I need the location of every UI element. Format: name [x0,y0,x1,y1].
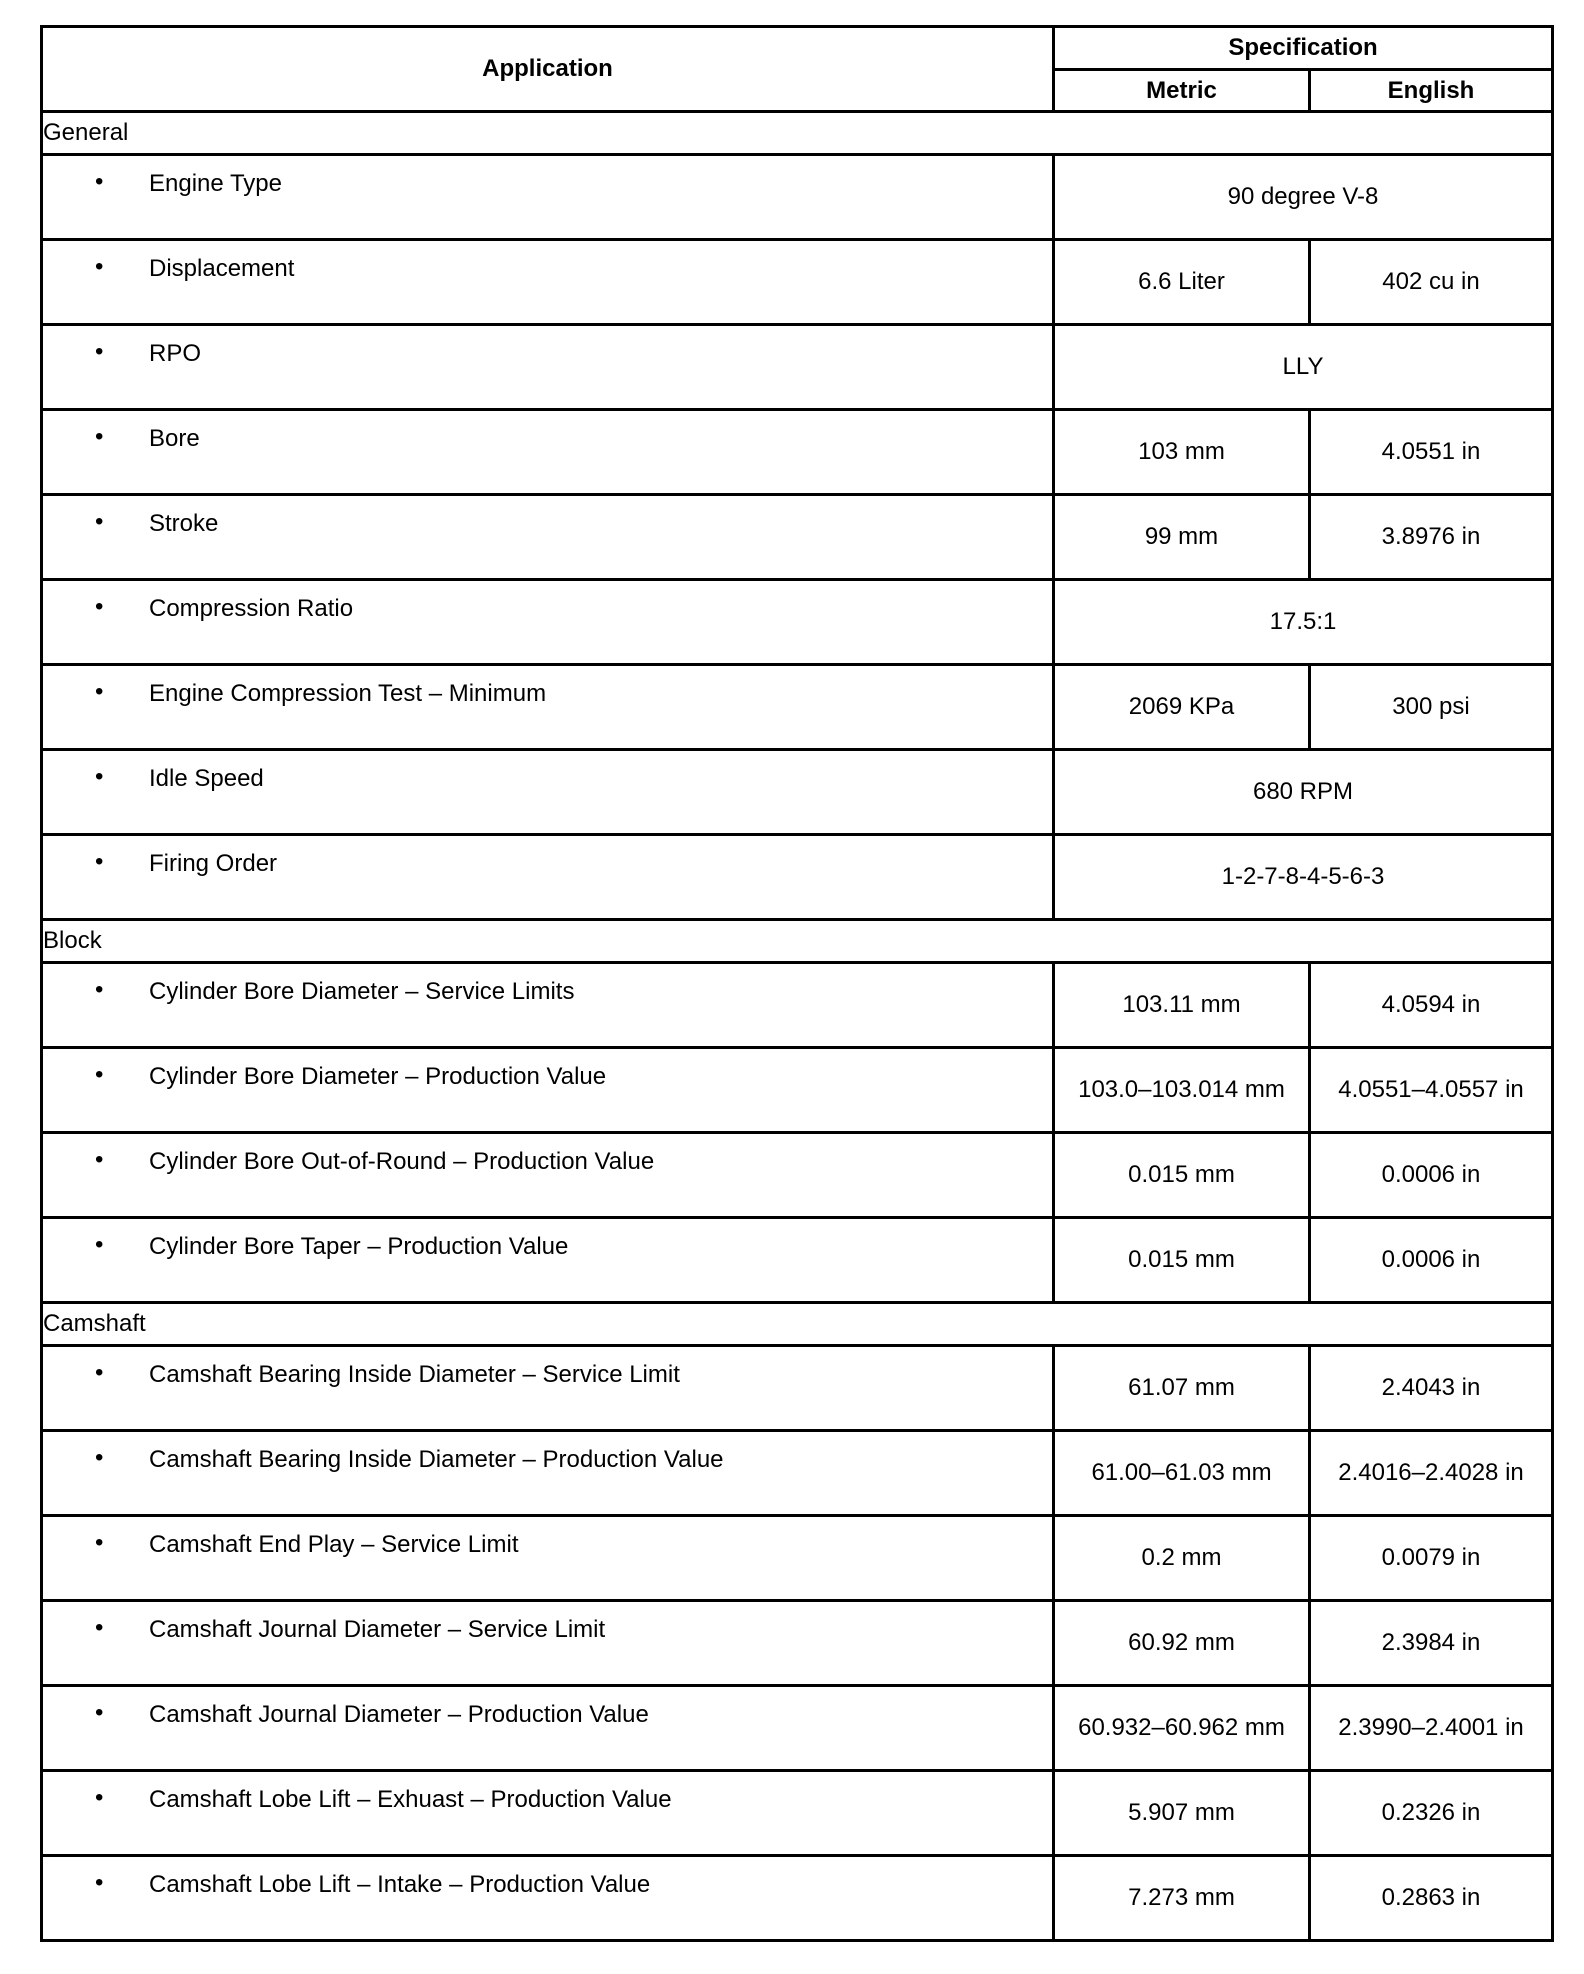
application-label: Camshaft Journal Diameter – Production Value [149,1701,649,1728]
english-value: 2.3990–2.4001 in [1310,1686,1553,1771]
english-value: 2.4043 in [1310,1346,1553,1431]
application-cell [42,1048,1054,1133]
application-cell [42,835,1054,920]
spec-row [42,1218,1553,1303]
application-label: Camshaft Lobe Lift – Exhuast – Production Value [149,1786,672,1813]
bullet-icon: • [95,848,104,875]
application-cell [42,325,1054,410]
spec-row [42,495,1553,580]
metric-value: 61.00–61.03 mm [1054,1431,1310,1516]
application-label: Camshaft End Play – Service Limit [149,1531,519,1558]
header-metric: Metric [1054,70,1310,112]
metric-value: 2069 KPa [1054,665,1310,750]
metric-value: 6.6 Liter [1054,240,1310,325]
header-english: English [1310,70,1553,112]
combined-value: 680 RPM [1054,750,1553,835]
application-cell [42,1516,1054,1601]
english-value: 4.0551–4.0557 in [1310,1048,1553,1133]
spec-row [42,963,1553,1048]
english-value: 0.2326 in [1310,1771,1553,1856]
application-label: Cylinder Bore Taper – Production Value [149,1233,569,1260]
combined-value: 1-2-7-8-4-5-6-3 [1054,835,1553,920]
metric-value: 0.015 mm [1054,1133,1310,1218]
application-label: Engine Type [149,170,282,197]
metric-value: 103 mm [1054,410,1310,495]
header-specification: Specification [1054,27,1553,70]
application-cell [42,155,1054,240]
spec-row [42,325,1553,410]
bullet-icon: • [95,1869,104,1896]
combined-value: 90 degree V-8 [1054,155,1553,240]
spec-row [42,1048,1553,1133]
english-value: 0.0079 in [1310,1516,1553,1601]
english-value: 2.3984 in [1310,1601,1553,1686]
spec-row [42,1856,1553,1941]
application-label: Engine Compression Test – Minimum [149,680,547,707]
english-value: 300 psi [1310,665,1553,750]
spec-row [42,410,1553,495]
spec-row [42,240,1553,325]
metric-value: 103.0–103.014 mm [1054,1048,1310,1133]
spec-row [42,580,1553,665]
bullet-icon: • [95,1444,104,1471]
bullet-icon: • [95,508,104,535]
spec-row [42,1771,1553,1856]
spec-row [42,750,1553,835]
metric-value: 5.907 mm [1054,1771,1310,1856]
spec-row [42,665,1553,750]
application-label: Cylinder Bore Diameter – Service Limits [149,978,575,1005]
header-application: Application [42,27,1054,112]
application-cell [42,1431,1054,1516]
section-title: General [42,112,1553,155]
application-label: Idle Speed [149,765,264,792]
application-label: Compression Ratio [149,595,354,622]
english-value: 0.0006 in [1310,1218,1553,1303]
english-value: 0.2863 in [1310,1856,1553,1941]
metric-value: 103.11 mm [1054,963,1310,1048]
application-cell [42,580,1054,665]
application-label: Camshaft Journal Diameter – Service Limit [149,1616,606,1643]
spec-row [42,155,1553,240]
application-cell [42,1771,1054,1856]
application-label: Stroke [149,510,219,537]
engine-spec-table [40,25,1554,1942]
application-cell [42,1856,1054,1941]
application-label: Camshaft Lobe Lift – Intake – Production Value [149,1871,651,1898]
english-value: 402 cu in [1310,240,1553,325]
application-cell [42,410,1054,495]
application-cell [42,1346,1054,1431]
application-label: Camshaft Bearing Inside Diameter – Service Limit [149,1361,680,1388]
section-row [42,1303,1553,1346]
spec-row [42,1516,1553,1601]
application-cell [42,665,1054,750]
english-value: 4.0551 in [1310,410,1553,495]
bullet-icon: • [95,763,104,790]
bullet-icon: • [95,423,104,450]
section-row [42,920,1553,963]
metric-value: 60.932–60.962 mm [1054,1686,1310,1771]
application-label: Displacement [149,255,295,282]
bullet-icon: • [95,1699,104,1726]
application-label: Cylinder Bore Out-of-Round – Production Value [149,1148,655,1175]
metric-value: 99 mm [1054,495,1310,580]
application-cell [42,1133,1054,1218]
english-value: 0.0006 in [1310,1133,1553,1218]
bullet-icon: • [95,338,104,365]
bullet-icon: • [95,1061,104,1088]
bullet-icon: • [95,1529,104,1556]
section-title: Camshaft [42,1303,1553,1346]
bullet-icon: • [95,1359,104,1386]
application-cell [42,1601,1054,1686]
metric-value: 0.2 mm [1054,1516,1310,1601]
application-label: Camshaft Bearing Inside Diameter – Production Value [149,1446,724,1473]
application-cell [42,963,1054,1048]
bullet-icon: • [95,1614,104,1641]
english-value: 2.4016–2.4028 in [1310,1431,1553,1516]
bullet-icon: • [95,1146,104,1173]
bullet-icon: • [95,593,104,620]
application-cell [42,1218,1054,1303]
spec-row [42,1346,1553,1431]
application-label: Firing Order [149,850,278,877]
spec-row [42,1133,1553,1218]
metric-value: 60.92 mm [1054,1601,1310,1686]
bullet-icon: • [95,168,104,195]
bullet-icon: • [95,1231,104,1258]
combined-value: LLY [1054,325,1553,410]
metric-value: 61.07 mm [1054,1346,1310,1431]
bullet-icon: • [95,976,104,1003]
application-cell [42,240,1054,325]
spec-row [42,1431,1553,1516]
application-label: Cylinder Bore Diameter – Production Value [149,1063,607,1090]
english-value: 4.0594 in [1310,963,1553,1048]
table-body [42,112,1553,1941]
bullet-icon: • [95,1784,104,1811]
application-label: RPO [149,340,202,367]
table-header [42,27,1553,112]
application-cell [42,1686,1054,1771]
english-value: 3.8976 in [1310,495,1553,580]
metric-value: 7.273 mm [1054,1856,1310,1941]
combined-value: 17.5:1 [1054,580,1553,665]
bullet-icon: • [95,253,104,280]
application-label: Bore [149,425,200,452]
bullet-icon: • [95,678,104,705]
metric-value: 0.015 mm [1054,1218,1310,1303]
spec-row [42,1686,1553,1771]
application-cell [42,750,1054,835]
section-title: Block [42,920,1553,963]
spec-row [42,1601,1553,1686]
spec-row [42,835,1553,920]
section-row [42,112,1553,155]
application-cell [42,495,1054,580]
